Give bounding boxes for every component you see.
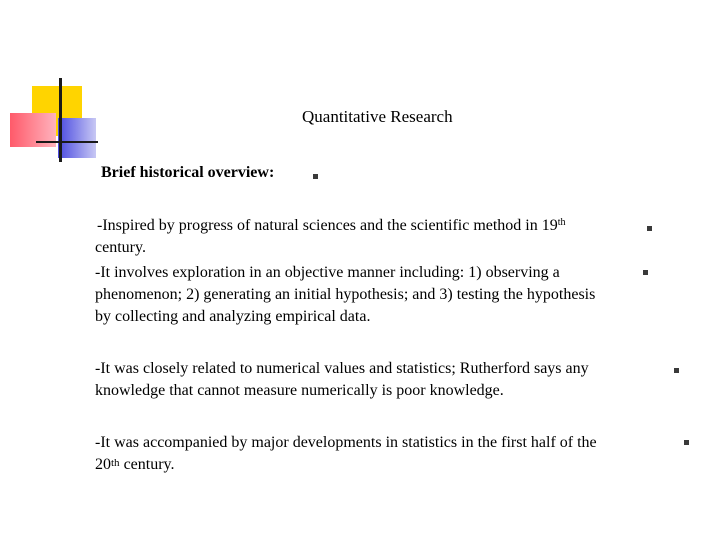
paragraph-2-line-2: knowledge that cannot measure numerically is poor knowledge.	[95, 382, 504, 399]
slide-title: Quantitative Research	[302, 107, 453, 126]
superscript-th: th	[557, 217, 566, 228]
paragraph-1-text-a: -Inspired by progress of natural sciences and the scientific method in 19	[97, 217, 558, 234]
logo-blue-square	[58, 118, 96, 158]
paragraph-1-line-4: phenomenon; 2) generating an initial hypothesis; and 3) testing the hypothesis	[95, 286, 596, 303]
paragraph-3-text-pre: 20	[95, 456, 111, 473]
square-bullet-icon	[643, 270, 648, 275]
paragraph-1-line-2: century.	[95, 239, 146, 256]
paragraph-3-line-1: -It was accompanied by major developments in statistics in the first half of the	[95, 434, 597, 451]
square-bullet-icon	[313, 174, 318, 179]
paragraph-1-line-5: by collecting and analyzing empirical data.	[95, 308, 371, 325]
slide-subtitle: Brief historical overview:	[101, 164, 275, 181]
paragraph-2-line-1: -It was closely related to numerical values and statistics; Rutherford says any	[95, 360, 589, 377]
paragraph-1-line-3: -It involves exploration in an objective manner including: 1) observing a	[95, 264, 560, 281]
logo-horizontal-line	[36, 141, 98, 143]
paragraph-1-line-1	[97, 215, 566, 237]
square-bullet-icon	[647, 226, 652, 231]
paragraph-3-line-2	[95, 454, 175, 476]
logo-vertical-line	[59, 78, 62, 162]
slide-logo-icon	[0, 0, 110, 170]
square-bullet-icon	[674, 368, 679, 373]
square-bullet-icon	[684, 440, 689, 445]
superscript-th: th	[111, 457, 120, 469]
paragraph-3-text-post: century.	[119, 456, 175, 473]
